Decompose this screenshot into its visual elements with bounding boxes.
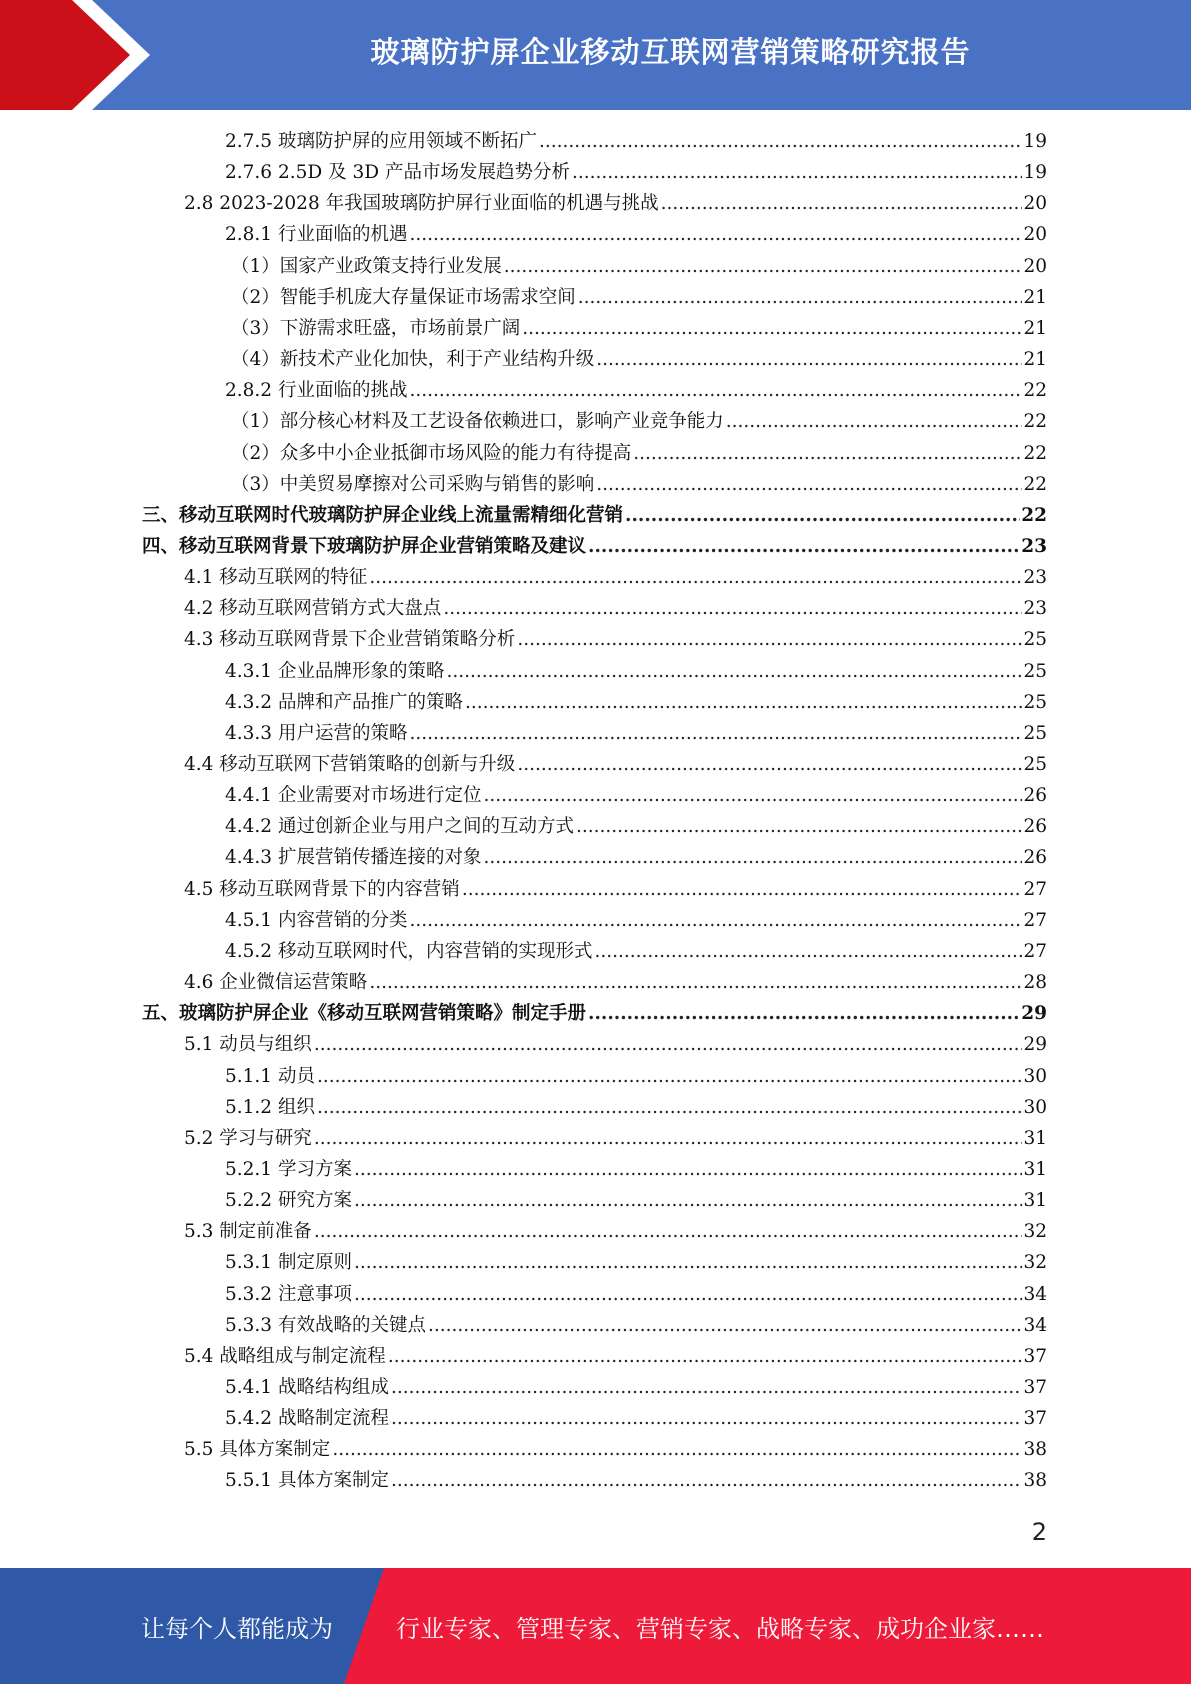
toc-leader-dots: [317, 1093, 1023, 1123]
toc-leader-dots: [409, 220, 1022, 250]
toc-entry[interactable]: [184, 750, 1047, 780]
toc-leader-dots: [572, 158, 1023, 188]
toc-entry-page: 26: [1023, 785, 1047, 806]
toc-leader-dots: [596, 470, 1022, 500]
toc-leader-dots: [633, 439, 1022, 469]
toc-entry-page: 29: [1021, 1003, 1047, 1024]
toc-entry-title: 2.8.1 行业面临的机遇: [225, 224, 408, 245]
toc-entry[interactable]: [184, 1342, 1047, 1372]
toc-entry-title: 5.3 制定前准备: [184, 1221, 312, 1242]
toc-entry-page: 31: [1023, 1159, 1047, 1180]
toc-leader-dots: [462, 875, 1023, 905]
toc-leader-dots: [576, 812, 1022, 842]
toc-entry-page: 20: [1023, 256, 1047, 277]
toc-entry[interactable]: [225, 220, 1047, 250]
toc-entry[interactable]: [225, 1155, 1047, 1185]
toc-entry[interactable]: [225, 1466, 1047, 1496]
toc-entry-page: 25: [1023, 754, 1047, 775]
toc-leader-dots: [409, 376, 1022, 406]
toc-leader-dots: [446, 657, 1022, 687]
toc-entry[interactable]: [225, 781, 1047, 811]
toc-entry-title: 5.5.1 具体方案制定: [225, 1470, 389, 1491]
toc-leader-dots: [409, 906, 1022, 936]
toc-entry-page: 32: [1023, 1221, 1047, 1242]
document-title: 玻璃防护屏企业移动互联网营销策略研究报告: [370, 34, 971, 69]
toc-entry-page: 31: [1023, 1128, 1047, 1149]
toc-entry-title: 2.7.5 玻璃防护屏的应用领域不断拓广: [225, 131, 537, 152]
toc-entry-title: 4.4.3 扩展营销传播连接的对象: [225, 847, 482, 868]
toc-entry[interactable]: [231, 407, 1047, 437]
toc-entry[interactable]: [184, 563, 1047, 593]
toc-entry-title: 5.2 学习与研究: [184, 1128, 312, 1149]
toc-entry-title: 5.1.1 动员: [225, 1066, 315, 1087]
toc-entry[interactable]: [225, 719, 1047, 749]
toc-entry[interactable]: [225, 1373, 1047, 1403]
toc-entry[interactable]: [184, 968, 1047, 998]
toc-leader-dots: [539, 127, 1022, 157]
toc-entry-page: 21: [1023, 349, 1047, 370]
toc-leader-dots: [369, 968, 1022, 998]
toc-entry-page: 26: [1023, 816, 1047, 837]
toc-entry[interactable]: [231, 283, 1047, 313]
toc-entry-page: 25: [1023, 692, 1047, 713]
toc-entry-page: 23: [1023, 567, 1047, 588]
toc-entry-page: 21: [1023, 287, 1047, 308]
toc-entry-page: 20: [1023, 224, 1047, 245]
page-footer: [0, 1568, 1191, 1684]
toc-entry-page: 25: [1023, 661, 1047, 682]
toc-entry-title: （3）下游需求旺盛，市场前景广阔: [231, 318, 521, 339]
toc-entry[interactable]: [225, 657, 1047, 687]
toc-leader-dots: [594, 937, 1022, 967]
toc-entry[interactable]: [225, 1093, 1047, 1123]
toc-leader-dots: [332, 1435, 1022, 1465]
page-number: 2: [1031, 1518, 1047, 1546]
toc-entry-title: 4.5 移动互联网背景下的内容营销: [184, 879, 460, 900]
toc-leader-dots: [314, 1030, 1023, 1060]
toc-leader-dots: [391, 1404, 1022, 1434]
toc-entry-title: 4.3.3 用户运营的策略: [225, 723, 408, 744]
toc-entry-title: （4）新技术产业化加快，利于产业结构升级: [231, 349, 595, 370]
toc-leader-dots: [388, 1342, 1023, 1372]
page-header: [0, 0, 1191, 110]
toc-entry-page: 21: [1023, 318, 1047, 339]
toc-entry-title: 5.3.1 制定原则: [225, 1252, 352, 1273]
toc-entry[interactable]: [184, 1435, 1047, 1465]
toc-entry-title: （1）部分核心材料及工艺设备依赖进口，影响产业竞争能力: [231, 411, 724, 432]
toc-entry[interactable]: [142, 501, 1047, 531]
toc-leader-dots: [354, 1280, 1023, 1310]
toc-entry-title: 5.5 具体方案制定: [184, 1439, 331, 1460]
toc-entry[interactable]: [225, 688, 1047, 718]
toc-entry-page: 19: [1023, 162, 1047, 183]
toc-entry[interactable]: [184, 1124, 1047, 1154]
toc-entry-page: 27: [1023, 910, 1047, 931]
toc-entry-title: 5.4 战略组成与制定流程: [184, 1346, 386, 1367]
toc-entry-page: 26: [1023, 847, 1047, 868]
toc-entry-page: 23: [1021, 536, 1047, 557]
toc-leader-dots: [428, 1311, 1022, 1341]
toc-leader-dots: [391, 1373, 1022, 1403]
toc-entry[interactable]: [225, 906, 1047, 936]
toc-entry[interactable]: [231, 439, 1047, 469]
toc-entry-page: 22: [1023, 411, 1047, 432]
toc-entry[interactable]: [225, 812, 1047, 842]
footer-slogan-left: 让每个人都能成为: [141, 1614, 333, 1643]
toc-leader-dots: [625, 501, 1020, 531]
toc-entry-page: 22: [1023, 380, 1047, 401]
toc-entry-title: 4.3 移动互联网背景下企业营销策略分析: [184, 629, 516, 650]
toc-leader-dots: [369, 563, 1022, 593]
toc-entry-title: 5.3.3 有效战略的关键点: [225, 1315, 426, 1336]
toc-entry-page: 27: [1023, 941, 1047, 962]
toc-entry[interactable]: [225, 376, 1047, 406]
toc-entry-title: 5.1 动员与组织: [184, 1034, 312, 1055]
toc-entry-page: 27: [1023, 879, 1047, 900]
toc-entry-title: 5.2.1 学习方案: [225, 1159, 352, 1180]
toc-entry-title: 4.2 移动互联网营销方式大盘点: [184, 598, 442, 619]
toc-entry[interactable]: [225, 1248, 1047, 1278]
toc-leader-dots: [504, 252, 1023, 282]
toc-leader-dots: [354, 1186, 1023, 1216]
toc-leader-dots: [465, 688, 1022, 718]
toc-entry[interactable]: [231, 470, 1047, 500]
toc-entry-page: 32: [1023, 1252, 1047, 1273]
toc-entry-title: 4.4.1 企业需要对市场进行定位: [225, 785, 482, 806]
toc-entry-page: 22: [1021, 505, 1047, 526]
toc-entry[interactable]: [184, 1217, 1047, 1247]
toc-entry-title: 5.4.1 战略结构组成: [225, 1377, 389, 1398]
toc-entry-page: 30: [1023, 1066, 1047, 1087]
toc-entry-title: 五、玻璃防护屏企业《移动互联网营销策略》制定手册: [142, 1003, 587, 1024]
toc-entry-page: 23: [1023, 598, 1047, 619]
toc-entry-page: 38: [1023, 1470, 1047, 1491]
toc-entry-title: 三、移动互联网时代玻璃防护屏企业线上流量需精细化营销: [142, 505, 624, 526]
toc-leader-dots: [443, 594, 1022, 624]
toc-entry[interactable]: [225, 1311, 1047, 1341]
toc-leader-dots: [517, 625, 1022, 655]
toc-entry[interactable]: [225, 127, 1047, 157]
toc-entry-page: 19: [1023, 131, 1047, 152]
toc-entry-page: 31: [1023, 1190, 1047, 1211]
toc-entry-title: 4.3.1 企业品牌形象的策略: [225, 661, 445, 682]
toc-entry-title: （1）国家产业政策支持行业发展: [231, 256, 502, 277]
toc-entry-page: 30: [1023, 1097, 1047, 1118]
toc-entry[interactable]: [225, 1404, 1047, 1434]
toc-leader-dots: [317, 1062, 1023, 1092]
footer-slogan-right: 行业专家、管理专家、营销专家、战略专家、成功企业家……: [396, 1614, 1044, 1643]
toc-entry-page: 29: [1023, 1034, 1047, 1055]
toc-entry[interactable]: [225, 1280, 1047, 1310]
toc-entry-title: （2）众多中小企业抵御市场风险的能力有待提高: [231, 443, 632, 464]
toc-entry-page: 34: [1023, 1315, 1047, 1336]
toc-leader-dots: [578, 283, 1023, 313]
toc-leader-dots: [409, 719, 1022, 749]
toc-entry-title: 2.8.2 行业面临的挑战: [225, 380, 408, 401]
toc-entry-title: 2.7.6 2.5D 及 3D 产品市场发展趋势分析: [225, 162, 570, 183]
toc-entry[interactable]: [231, 345, 1047, 375]
toc-entry-title: 2.8 2023-2028 年我国玻璃防护屏行业面临的机遇与挑战: [184, 193, 659, 214]
toc-entry-title: 5.4.2 战略制定流程: [225, 1408, 389, 1429]
toc-entry-title: （2）智能手机庞大存量保证市场需求空间: [231, 287, 576, 308]
toc-entry-page: 37: [1023, 1408, 1047, 1429]
toc-entry-title: （3）中美贸易摩擦对公司采购与销售的影响: [231, 474, 595, 495]
toc-entry[interactable]: [184, 594, 1047, 624]
toc-entry[interactable]: [231, 252, 1047, 282]
toc-entry-page: 25: [1023, 723, 1047, 744]
toc-leader-dots: [314, 1124, 1023, 1154]
toc-entry[interactable]: [225, 1062, 1047, 1092]
toc-leader-dots: [596, 345, 1022, 375]
toc-leader-dots: [588, 999, 1020, 1029]
toc-entry-title: 4.5.2 移动互联网时代，内容营销的实现形式: [225, 941, 593, 962]
toc-entry[interactable]: [231, 314, 1047, 344]
toc-leader-dots: [726, 407, 1023, 437]
toc-entry-page: 25: [1023, 629, 1047, 650]
toc-entry[interactable]: [225, 158, 1047, 188]
toc-leader-dots: [661, 189, 1023, 219]
toc-entry-page: 34: [1023, 1284, 1047, 1305]
toc-entry[interactable]: [225, 1186, 1047, 1216]
toc-entry[interactable]: [184, 189, 1047, 219]
toc-leader-dots: [354, 1248, 1023, 1278]
toc-entry[interactable]: [142, 532, 1047, 562]
toc-entry[interactable]: [225, 937, 1047, 967]
toc-entry[interactable]: [225, 843, 1047, 873]
toc-leader-dots: [391, 1466, 1022, 1496]
toc-entry-title: 4.5.1 内容营销的分类: [225, 910, 408, 931]
toc-leader-dots: [483, 843, 1022, 873]
toc-entry-page: 37: [1023, 1346, 1047, 1367]
toc-entry-title: 4.6 企业微信运营策略: [184, 972, 368, 993]
toc-entry-title: 5.1.2 组织: [225, 1097, 315, 1118]
toc-entry[interactable]: [184, 1030, 1047, 1060]
toc-entry-title: 4.4.2 通过创新企业与用户之间的互动方式: [225, 816, 574, 837]
toc-leader-dots: [314, 1217, 1023, 1247]
toc-leader-dots: [517, 750, 1022, 780]
toc-entry-page: 37: [1023, 1377, 1047, 1398]
toc-entry[interactable]: [184, 875, 1047, 905]
toc-entry[interactable]: [184, 625, 1047, 655]
toc-entry-title: 四、移动互联网背景下玻璃防护屏企业营销策略及建议: [142, 536, 587, 557]
toc-entry-title: 5.2.2 研究方案: [225, 1190, 352, 1211]
toc-entry-page: 22: [1023, 443, 1047, 464]
toc-leader-dots: [354, 1155, 1023, 1185]
toc-entry[interactable]: [142, 999, 1047, 1029]
toc-entry-page: 38: [1023, 1439, 1047, 1460]
toc-entry-title: 5.3.2 注意事项: [225, 1284, 352, 1305]
toc-entry-page: 22: [1023, 474, 1047, 495]
toc-entry-title: 4.1 移动互联网的特征: [184, 567, 368, 588]
toc-leader-dots: [483, 781, 1022, 811]
toc-entry-page: 20: [1023, 193, 1047, 214]
toc-leader-dots: [522, 314, 1022, 344]
toc-entry-page: 28: [1023, 972, 1047, 993]
toc-entry-title: 4.4 移动互联网下营销策略的创新与升级: [184, 754, 516, 775]
toc-leader-dots: [588, 532, 1020, 562]
toc-entry-title: 4.3.2 品牌和产品推广的策略: [225, 692, 463, 713]
